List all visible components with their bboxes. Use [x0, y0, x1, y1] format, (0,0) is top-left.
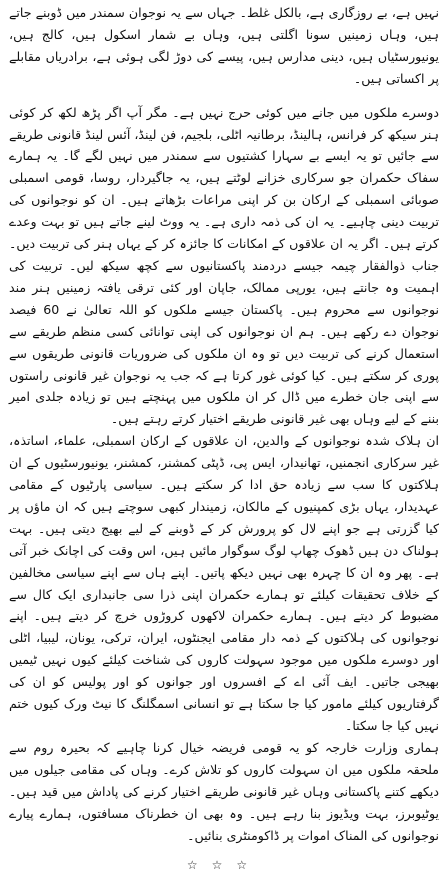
paragraph-3: ان ہلاک شدہ نوجوانوں کے والدین، ان علاقوں کے ارکان اسمبلی، علماء، اساتذہ، غیر سرکاری انجمنیں، تھانیدار، ایس پی، ڈپٹی کمشنر، کمشنر، یونیورسٹیوں کے ان ہلاکتوں کا سب سے زیادہ حق ادا کر سکتے ہیں۔ سیاسی پارٹیوں کے مقامی عہدیدار، یہاں بڑی کمپنیوں کے مالکان، زمیندار کبھی سوچتے ہیں کہ ان ماؤں پر کیا گزرتی ہے جو اپنے لال کو پرورش کر کے ڈوبنے کے لیے بھیج دیتی ہیں۔ بہت ہولناک دن ہیں ڈھوک چھاپ لوگ سوگوار مائیں ہیں، اس وقت کی اچانک خبر آتی ہے۔ پھر وہ ان کا چہرہ بھی نہیں دیکھ پاتیں۔ اپنے ہاں سے اپنے سیاسی مخالفین کے خلاف تحقیقات کیلئے تو ہمارے حکمران اپنی ذرا سی جانبداری ایک کال سے مضبوط کر دیتے ہیں۔ ہمارے حکمران لاکھوں کروڑوں خرچ کر دیتے ہیں۔ اپنے نوجوانوں کی ہلاکتوں کے ذمہ دار مقامی ایجنٹوں، ایران، ترکی، یونان، لیبیا، اٹلی اور دوسرے ملکوں میں موجود سہولت کاروں کی شناخت کیلئے کیوں نہیں ٹیمیں بھیجی جاتیں۔ ایف آئی اے کے افسروں اور جوانوں کو اور پولیس کو ان کی گرفتاریوں کیلئے مامور کیا جا سکتا ہے تو انسانی اسمگلنگ کا نیٹ ورک کیوں ختم نہیں کیا جا سکتا۔	[9, 433, 439, 733]
paragraph-2: دوسرے ملکوں میں جانے میں کوئی حرج نہیں ہے۔ مگر آپ اگر پڑھ لکھ کر کوئی ہنر سیکھ کر فرانس، ہالینڈ، برطانیہ اٹلی، بلجیم، فن لینڈ، آئس لینڈ قانونی طریقے سے جائیں تو یہ ایسے بے سہارا کشتیوں سے سمندر میں نہیں لگے گا۔ یہ ہمارے سفاک حکمران جو سرکاری خزانے لوٹتے ہیں، یہ جاگیردار، روسا، قومی اسمبلی صوبائی اسمبلی کے ارکان بن کر اپنی مراعات بڑھاتے ہیں۔ ان کو نوجوانوں کی تربیت دینی چاہیے۔ یہ ان کی ذمہ داری ہے۔ یہ ووٹ لینے جاتے ہیں تو بہت وعدے کرتے ہیں۔ اگر یہ ان علاقوں کے امکانات کا جائزہ کر کے یہاں ہنر کی تربیت دیں۔ جناب ذوالفقار چیمہ جیسے دردمند پاکستانیوں سے کچھ سیکھ لیں۔ تربیت کی اہمیت وہ جانتے ہیں، یورپی ممالک، جاپان اور کئی ترقی یافتہ زمینیں ہنر مند نوجوانوں سے محروم ہیں۔ پاکستان جیسے ملکوں کو اللہ تعالیٰ نے 60 فیصد نوجوان دے رکھے ہیں۔ ہم ان نوجوانوں کی اپنی توانائی کسی منظم طریقے سے استعمال کرنے کی تربیت دیں تو وہ ان ملکوں کی ضروریات قانونی طریقوں سے پوری کر سکتے ہیں۔ کیا کوئی غور کرتا ہے کہ جب یہ نوجوان غیر قانونی راستوں سے اپنی جان خطرے میں ڈال کر ان ملکوں میں پہنچتے ہیں تو زیادہ جلدی امیر بننے کے لیے وہاں بھی غیر قانونی طریقے اختیار کرتے رہتے ہیں۔	[9, 104, 439, 427]
paragraph-gap	[9, 90, 439, 102]
paragraph-1: نہیں ہے، بے روزگاری ہے، بالکل غلط۔ جہاں سے یہ نوجوان سمندر میں ڈوبنے جاتے ہیں، وہاں زمینیں سونا اگلتی ہیں، وہاں بے شمار اسکول ہیں، کالج ہیں، یونیورسٹیاں ہیں، دینی مدارس ہیں، پیسے کی دوڑ لگی ہوئی ہے، برادریاں مقابلے پر اکساتی ہیں۔	[9, 5, 439, 86]
paragraph-4: ہماری وزارت خارجہ کو یہ قومی فریضہ خیال کرنا چاہیے کہ بحیرہ روم سے ملحقہ ملکوں میں ان سہولت کاروں کو تلاش کرے۔ وہاں کی مقامی جیلوں میں دیکھے کتنے پاکستانی وہاں غیر قانونی طریقے اختیار کرنے کی پاداش میں قید ہیں۔ یوٹیوبرز، بہت ویڈیوز بنا رہے ہیں۔ وہ بھی ان خطرناک مسافتوں، ہمارے پیارے نوجوانوں کی المناک اموات پر ڈاکومنٹری بنائیں۔	[9, 739, 439, 843]
end-ornament-stars-icon: ☆☆☆	[186, 858, 262, 872]
